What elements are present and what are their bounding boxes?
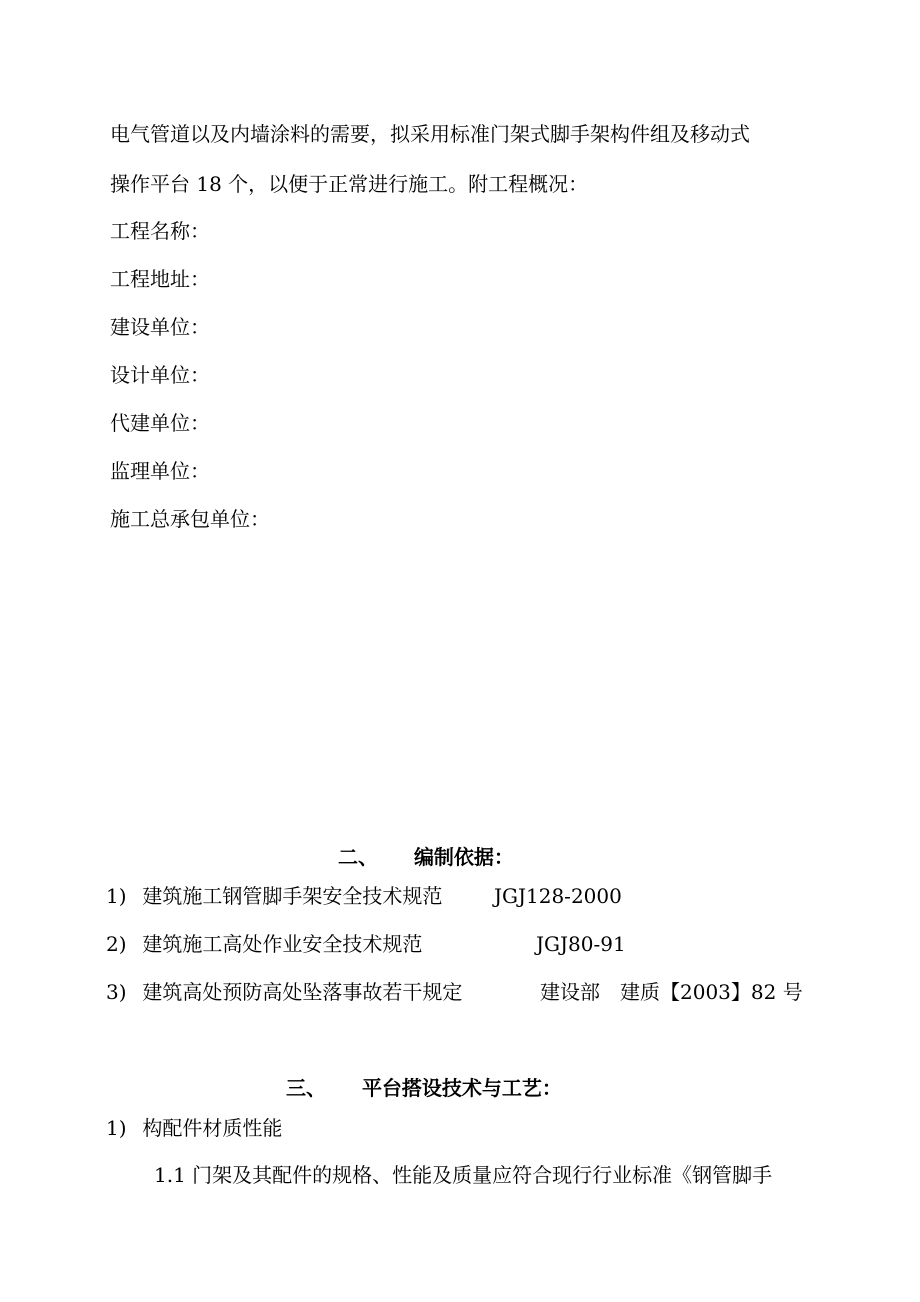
section-3-heading bbox=[286, 1074, 562, 1102]
process-item-1-text: 构配件材质性能 bbox=[142, 1116, 283, 1140]
overview-construction-unit: 建设单位： bbox=[110, 315, 210, 339]
basis-item-1-text: 建筑施工钢管脚手架安全技术规范 bbox=[142, 884, 443, 908]
overview-project-address: 工程地址： bbox=[110, 267, 210, 291]
basis-item-3-code: 建设部 建质【2003】82 号 bbox=[540, 980, 803, 1004]
basis-item-3-number: 3) bbox=[106, 980, 127, 1004]
process-item-1 bbox=[106, 1114, 282, 1142]
process-item-1-number: 1) bbox=[106, 1116, 127, 1140]
basis-item-1-code: JGJ128-2000 bbox=[494, 884, 622, 908]
overview-agent-unit: 代建单位： bbox=[110, 411, 210, 435]
section-2-number: 二、 bbox=[338, 845, 378, 869]
basis-item-2 bbox=[106, 930, 422, 958]
basis-item-2-text: 建筑施工高处作业安全技术规范 bbox=[142, 932, 423, 956]
section-3-number: 三、 bbox=[286, 1076, 326, 1100]
basis-item-1 bbox=[106, 882, 442, 910]
basis-item-3 bbox=[106, 978, 462, 1006]
section-2-title: 编制依据： bbox=[413, 845, 514, 869]
section-3-title: 平台搭设技术与工艺： bbox=[361, 1076, 562, 1100]
paragraph-1-1: 1.1 门架及其配件的规格、性能及质量应符合现行行业标准《钢管脚手 bbox=[154, 1163, 773, 1187]
intro-line-1: 电气管道以及内墙涂料的需要，拟采用标准门架式脚手架构件组及移动式 bbox=[110, 122, 750, 146]
basis-item-1-number: 1) bbox=[106, 884, 127, 908]
overview-general-contractor: 施工总承包单位： bbox=[110, 507, 270, 531]
section-2-heading bbox=[338, 843, 514, 871]
overview-supervision-unit: 监理单位： bbox=[110, 459, 210, 483]
basis-item-2-code: JGJ80-91 bbox=[536, 932, 626, 956]
overview-design-unit: 设计单位： bbox=[110, 363, 210, 387]
intro-line-2: 操作平台 18 个，以便于正常进行施工。附工程概况： bbox=[110, 172, 589, 196]
basis-item-2-number: 2) bbox=[106, 932, 127, 956]
overview-project-name: 工程名称： bbox=[110, 219, 210, 243]
basis-item-3-text: 建筑高处预防高处坠落事故若干规定 bbox=[142, 980, 463, 1004]
